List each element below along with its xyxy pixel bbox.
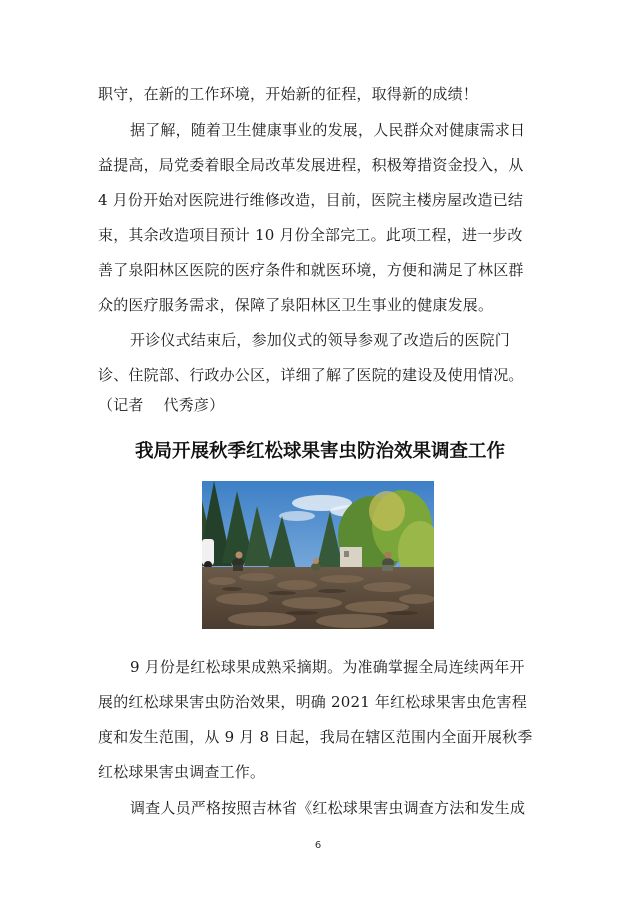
text-line: 4 月份开始对医院进行维修改造，目前，医院主楼房屋改造已结 bbox=[98, 191, 524, 209]
text-line: 度和发生范围，从 9 月 8 日起，我局在辖区范围内全面开展秋季 bbox=[98, 728, 533, 746]
text-line: 9 月份是红松球果成熟采摘期。为准确掌握全局连续两年开 bbox=[130, 658, 525, 676]
text-line: 众的医疗服务需求，保障了泉阳林区卫生事业的健康发展。 bbox=[98, 296, 494, 314]
text-line: 益提高，局党委着眼全局改革发展进程，积极筹措资金投入，从 bbox=[98, 156, 524, 174]
text-line: 善了泉阳林区医院的医疗条件和就医环境，方便和满足了林区群 bbox=[98, 261, 524, 279]
text-line: 职守，在新的工作环境，开始新的征程，取得新的成绩！ bbox=[98, 85, 479, 103]
article-title: 我局开展秋季红松球果害虫防治效果调查工作 bbox=[134, 441, 505, 462]
text-line: 开诊仪式结束后，参加仪式的领导参观了改造后的医院门 bbox=[130, 331, 511, 349]
text-line: 调查人员严格按照吉林省《红松球果害虫调查方法和发生成 bbox=[130, 799, 526, 817]
text-line: 束，其余改造项目预计 10 月份全部完工。此项工程，进一步改 bbox=[98, 226, 523, 244]
page-number: 6 bbox=[314, 840, 322, 851]
reporter-credit: （记者 代秀彦） bbox=[98, 396, 225, 414]
article-photo bbox=[202, 481, 434, 629]
text-line: 红松球果害虫调查工作。 bbox=[98, 763, 266, 781]
text-line: 据了解，随着卫生健康事业的发展，人民群众对健康需求日 bbox=[130, 121, 526, 139]
text-line: 诊、住院部、行政办公区，详细了解了医院的建设及使用情况。 bbox=[98, 366, 524, 384]
text-line: 展的红松球果害虫防治效果，明确 2021 年红松球果害虫危害程 bbox=[98, 693, 527, 711]
pine-cone-survey-photo bbox=[202, 481, 434, 629]
